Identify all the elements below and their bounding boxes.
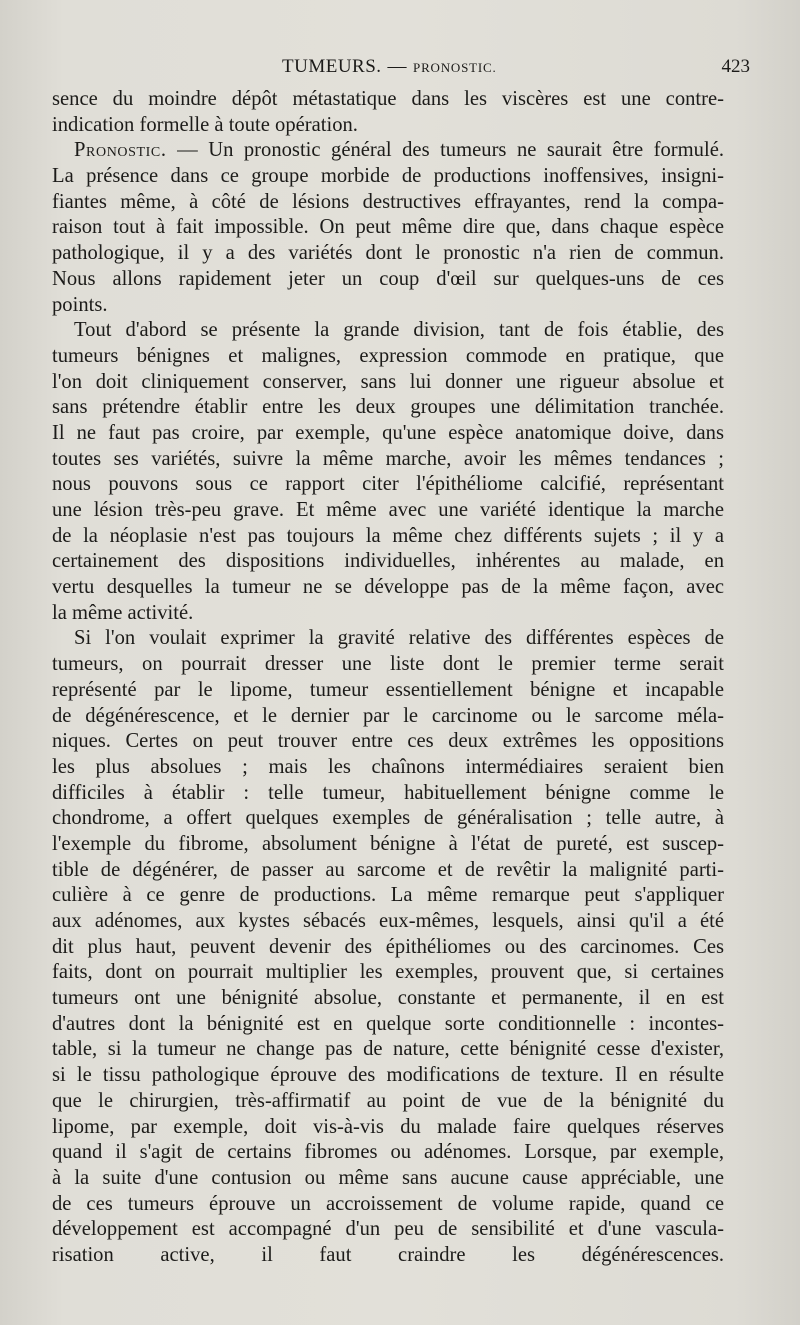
text-line: pathologique, il y a des variétés dont le pronostic n'a rien de commun. xyxy=(52,242,724,265)
body-text xyxy=(52,87,724,1294)
text-line: nous pouvons sous ce rapport citer l'épithéliome calcifié, représentant xyxy=(52,473,724,496)
text-line: quand il s'agit de certains fibromes ou adénomes. Lorsque, par exemple, xyxy=(52,1141,724,1164)
text-line: risation active, il faut craindre les dégénérescences. xyxy=(52,1243,724,1266)
text-line: une lésion très-peu grave. Et même avec une variété identique la marche xyxy=(52,499,724,521)
text-line: points. xyxy=(52,293,108,316)
text-line: Si l'on voulait exprimer la gravité relative des différentes espèces de xyxy=(74,627,724,650)
text-line: tumeurs, on pourrait dresser une liste dont le premier terme serait xyxy=(52,653,724,676)
text-line: la même activité. xyxy=(52,601,194,624)
running-header xyxy=(52,56,750,86)
text-line: que le chirurgien, très-affirmatif au point de vue de la bénignité du xyxy=(52,1089,724,1112)
text-line: La présence dans ce groupe morbide de productions inoffensives, insigni- xyxy=(52,165,724,188)
text-line: tible de dégénérer, de passer au sarcome et de revêtir la malignité parti- xyxy=(52,858,724,881)
text-line: l'exemple du fibrome, absolument bénigne à l'état de pureté, est suscep- xyxy=(52,832,724,855)
text-line: tumeurs bénignes et malignes, expression commode en pratique, que xyxy=(52,344,724,367)
text-line: dit plus haut, peuvent devenir des épithéliomes ou des carcinomes. Ces xyxy=(52,935,724,958)
text-line: difficiles à établir : telle tumeur, habituellement bénigne comme le xyxy=(52,781,724,804)
text-line: chondrome, a offert quelques exemples de généralisation ; telle autre, à xyxy=(52,807,724,830)
text-line: raison tout à fait impossible. On peut même dire que, dans chaque espèce xyxy=(52,216,724,239)
text-line: de dégénérescence, et le dernier par le carcinome ou le sarcome méla- xyxy=(52,704,724,727)
text-line: si le tissu pathologique éprouve des modifications de texture. Il en résulte xyxy=(52,1064,724,1087)
text-line: indication formelle à toute opération. xyxy=(52,113,358,136)
header-subtitle: PRONOSTIC. xyxy=(413,60,497,75)
text-line: faits, dont on pourrait multiplier les exemples, prouvent que, si certaines xyxy=(52,961,724,984)
text-line: l'on doit cliniquement conserver, sans lui donner une rigueur absolue et xyxy=(52,370,724,393)
text-line: certainement des dispositions individuelles, inhérentes au malade, en xyxy=(52,550,724,573)
text-line: toutes ses variétés, suivre la même marche, avoir les mêmes tendances ; xyxy=(52,447,724,470)
text-line: niques. Certes on peut trouver entre ces deux extrêmes les oppositions xyxy=(52,730,724,753)
text-line: tumeurs ont une bénignité absolue, constante et permanente, il en est xyxy=(52,987,724,1010)
header-title: TUMEURS. xyxy=(282,56,382,77)
text-line: sans prétendre établir entre les deux groupes une délimitation tranchée. xyxy=(52,396,724,419)
text-line: à la suite d'une contusion ou même sans aucune cause appréciable, une xyxy=(52,1166,724,1189)
text-line: d'autres dont la bénignité est en quelque sorte conditionnelle : incontes- xyxy=(52,1012,724,1035)
text-line: aux adénomes, aux kystes sébacés eux-mêmes, lesquels, ainsi qu'il a été xyxy=(52,910,724,932)
text-line: Tout d'abord se présente la grande division, tant de fois établie, des xyxy=(74,319,724,342)
text-line: sence du moindre dépôt métastatique dans les viscères est une contre- xyxy=(52,88,724,110)
text-line: les plus absolues ; mais les chaînons intermédiaires seraient bien xyxy=(52,755,724,778)
text-line: de la néoplasie n'est pas toujours la même chez différents sujets ; il y a xyxy=(52,524,724,547)
page-number: 423 xyxy=(721,56,750,77)
text-line: de ces tumeurs éprouve un accroissement de volume rapide, quand ce xyxy=(52,1192,724,1215)
text-line: vertu desquelles la tumeur ne se développe pas de la même façon, avec xyxy=(52,576,724,599)
running-title xyxy=(282,56,497,78)
text-line: fiantes même, à côté de lésions destructives effrayantes, rend la compa- xyxy=(52,190,724,213)
header-dash: — xyxy=(387,56,408,77)
text-line: Il ne faut pas croire, par exemple, qu'une espèce anatomique doive, dans xyxy=(52,421,724,444)
text-line: représenté par le lipome, tumeur essentiellement bénigne et incapable xyxy=(52,678,724,701)
text-line: Pronostic. — Un pronostic général des tumeurs ne saurait être formulé. xyxy=(74,139,724,162)
text-line xyxy=(52,1269,724,1295)
text-line: Nous allons rapidement jeter un coup d'œil sur quelques-uns de ces xyxy=(52,267,724,290)
text-line: culière à ce genre de productions. La même remarque peut s'appliquer xyxy=(52,884,724,907)
text-line: table, si la tumeur ne change pas de nature, cette bénignité cesse d'exister, xyxy=(52,1038,724,1061)
text-line: développement est accompagné d'un peu de sensibilité et d'une vascula- xyxy=(52,1218,724,1241)
text-line: lipome, par exemple, doit vis-à-vis du malade faire quelques réserves xyxy=(52,1115,724,1138)
